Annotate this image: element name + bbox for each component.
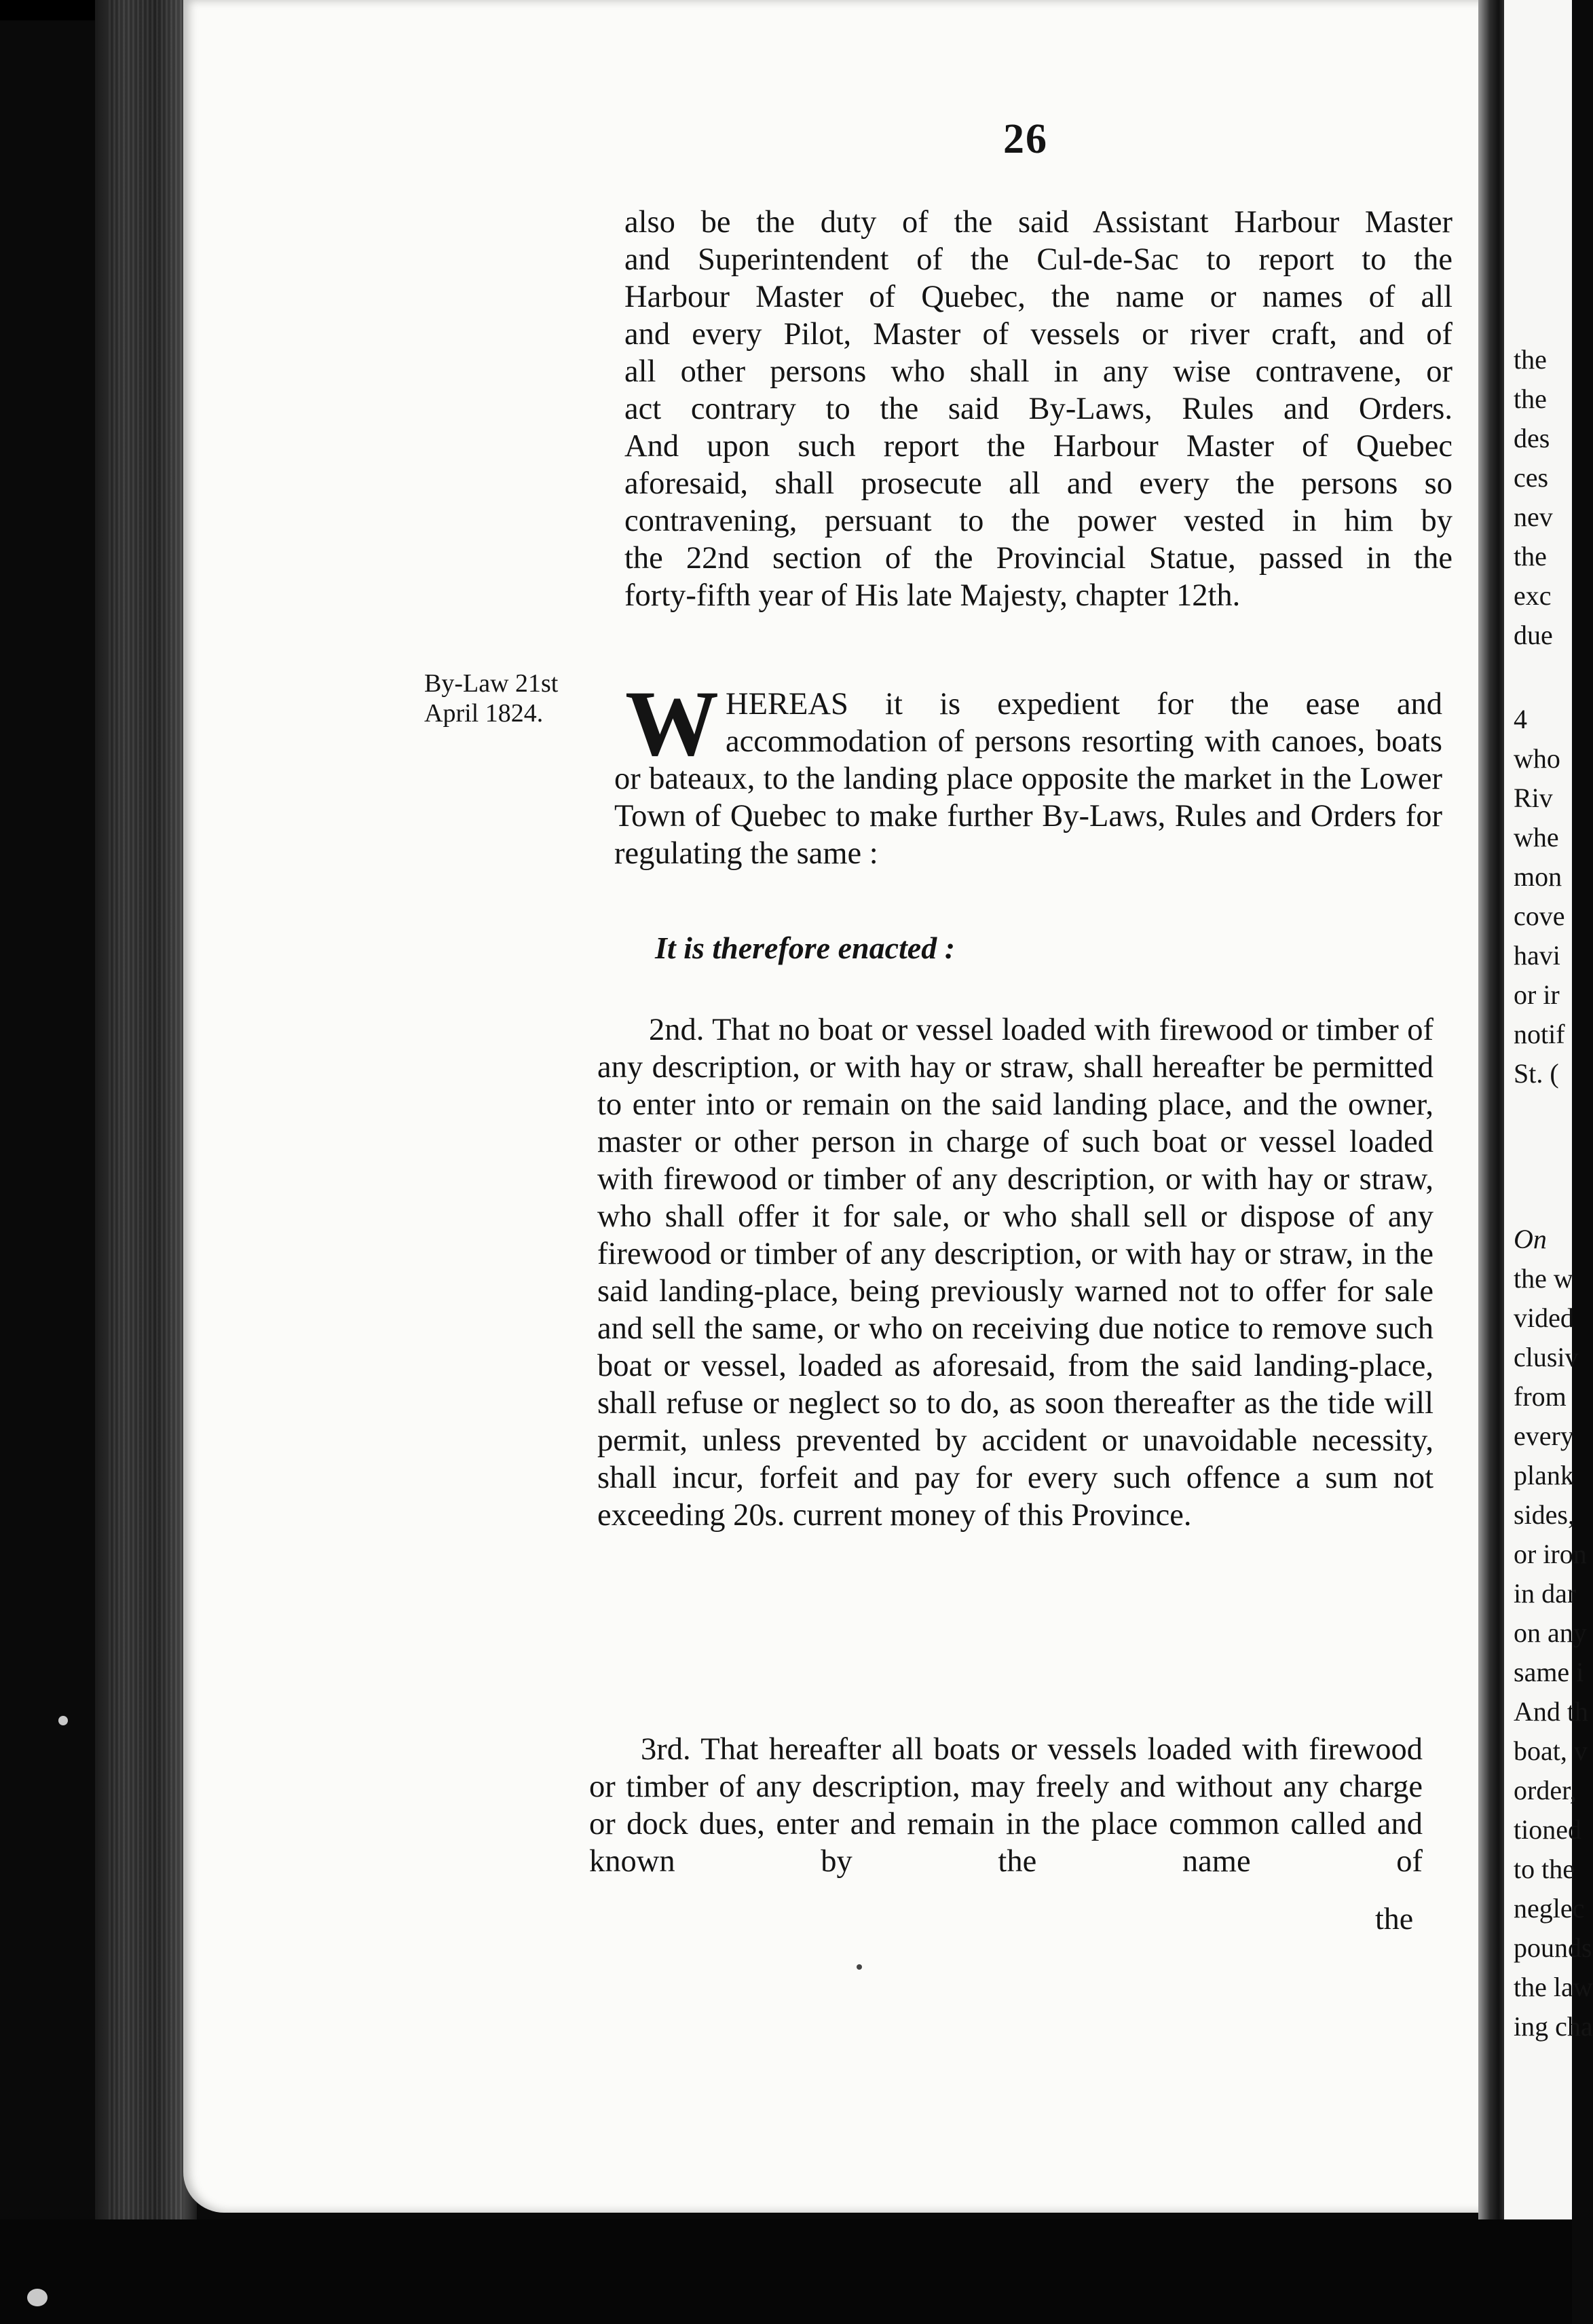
preamble-text: HEREAS it is expedient for the ease and accommodation of persons resorting with canoes, boats or bateaux, to the landing place opposite the market in the Lower Town of Quebec to make further By-Laws, Rules and Orders for regulating the same : — [614, 687, 1442, 871]
facing-fragment: ces — [1514, 462, 1549, 493]
facing-fragment: order, — [1514, 1775, 1577, 1805]
facing-fragment: havi — [1514, 940, 1560, 971]
text-line: and every Pilot, Master of vessels or river craft, and of — [624, 317, 1453, 352]
facing-fragment: On — [1514, 1224, 1547, 1254]
text-line: and Superintendent of the Cul-de-Sac to report to the — [624, 242, 1453, 277]
facing-fragment: to the — [1514, 1854, 1575, 1884]
facing-fragment: mon — [1514, 861, 1562, 892]
text-line: Harbour Master of Quebec, the name or names of all — [624, 280, 1453, 314]
enacting-clause: It is therefore enacted : — [655, 931, 956, 965]
facing-fragment: due — [1514, 620, 1553, 650]
facing-fragment: or ir — [1514, 979, 1560, 1010]
drop-cap: W — [625, 671, 719, 775]
facing-fragment: same i — [1514, 1657, 1584, 1687]
facing-fragment: from — [1514, 1381, 1567, 1412]
margin-note: By-Law 21st April 1824. — [424, 669, 559, 728]
scan-speck — [58, 1716, 68, 1725]
facing-fragment: ing cha — [1514, 2011, 1593, 2042]
text-line: also be the duty of the said Assistant Harbour Master — [624, 205, 1453, 240]
text-line: aforesaid, shall prosecute all and every the persons so — [624, 466, 1453, 501]
facing-fragment: the — [1514, 383, 1547, 414]
facing-fragment: boat, v — [1514, 1736, 1588, 1766]
text-line: the 22nd section of the Provincial Statue, passed in the — [624, 541, 1453, 576]
facing-fragment: every — [1514, 1421, 1574, 1451]
facing-fragment: whe — [1514, 822, 1559, 852]
facing-fragment: clusiv — [1514, 1342, 1579, 1372]
facing-fragment: or iron — [1514, 1539, 1587, 1569]
facing-fragment: on any — [1514, 1617, 1587, 1648]
text-line: forty-fifth year of His late Majesty, chapter 12th. — [624, 578, 1241, 613]
facing-fragment: the — [1514, 344, 1547, 375]
text-line: all other persons who shall in any wise contravene, or — [624, 354, 1453, 389]
section-2-paragraph: 2nd. That no boat or vessel loaded with firewood or timber of any description, or with hay or straw, shall hereafter be permitted to enter into or remain on the said landing place, and the owner, master or other person in charge of such boat or vessel loaded with firewood or timber of any description, or with hay or straw, who shall offer it for sale, or who shall sell or dispose of any firewood or timber of any description, or with hay or straw, in the said landing-place, being previously warned not to offer for sale and sell the same, or who on receiving due notice to remove such boat or vessel, loaded as aforesaid, from the said landing-place, shall refuse or neglect so to do, as soon thereafter as the tide will permit, unless prevented by accident or unavoidable necessity, shall incur, forfeit and pay for every such offence a sum not exceeding 20s. current money of this Province. — [597, 1013, 1433, 1533]
text-line: And upon such report the Harbour Master of Quebec — [624, 429, 1453, 464]
catchword: the — [1375, 1901, 1414, 1936]
continued-paragraph — [624, 204, 1453, 614]
facing-fragment: in dar — [1514, 1578, 1577, 1609]
facing-fragment: who — [1514, 743, 1560, 774]
section-3-paragraph: 3rd. That hereafter all boats or vessels loaded with firewood or timber of any description, may freely and without any charge or dock dues, enter and remain in the place common called and known by the name of — [589, 1732, 1423, 1879]
facing-fragment: sides, — [1514, 1499, 1575, 1530]
facing-fragment: Riv — [1514, 783, 1553, 813]
page-number: 26 — [1003, 116, 1048, 162]
facing-fragment: notif — [1514, 1019, 1565, 1049]
facing-fragment: plank — [1514, 1460, 1574, 1491]
facing-fragment: neglec — [1514, 1893, 1585, 1924]
facing-page — [1504, 0, 1593, 2219]
facing-fragment: the — [1514, 541, 1547, 571]
text-line: contravening, persuant to the power vested in him by — [624, 504, 1453, 538]
page-stack-edge — [95, 0, 197, 2226]
facing-fragment: exc — [1514, 580, 1552, 611]
facing-fragment: 4 — [1514, 704, 1527, 734]
facing-fragment: the w — [1514, 1263, 1573, 1294]
facing-fragment: pounds — [1514, 1932, 1592, 1963]
facing-fragment: des — [1514, 423, 1550, 453]
facing-fragment: And th — [1514, 1696, 1588, 1727]
scan-speck — [27, 2289, 48, 2306]
scan-bottom-border — [0, 2219, 1572, 2324]
scan-speck — [857, 1964, 862, 1970]
facing-fragment: the law — [1514, 1972, 1593, 2002]
facing-fragment: cove — [1514, 901, 1565, 931]
facing-fragment: St. ( — [1514, 1058, 1559, 1089]
facing-fragment: nev — [1514, 502, 1553, 532]
facing-fragment: tioned — [1514, 1814, 1581, 1845]
facing-fragment: vided — [1514, 1302, 1574, 1333]
text-line: act contrary to the said By-Laws, Rules and Orders. — [624, 392, 1453, 426]
preamble-paragraph — [614, 671, 1442, 872]
